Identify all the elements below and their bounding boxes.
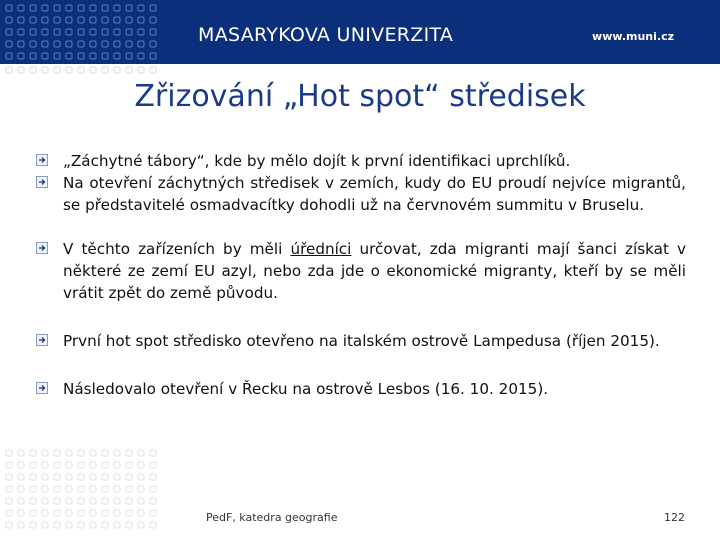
header-bar [0, 0, 720, 64]
website-url: www.muni.cz [592, 30, 674, 43]
bullet-text: „Záchytné tábory“, kde by mělo dojít k první identifikaci uprchlíků. [63, 152, 571, 170]
dot-grid-decoration-bottom [0, 440, 175, 540]
footer-text: PedF, katedra geografie [206, 511, 338, 524]
bullet-icon [36, 334, 48, 346]
slide-title: Zřizování „Hot spot“ středisek [134, 79, 586, 114]
bullet-icon [36, 154, 48, 166]
bullet-text: Na otevření záchytných středisek v zemích, kudy do EU proudí nejvíce migrantů, se představitelé osmadvacítky dohodli už na červnovém summitu v Bruselu. [63, 174, 686, 214]
bullet-icon [36, 176, 48, 188]
bullet-text: Následovalo otevření v Řecku na ostrově Lesbos (16. 10. 2015). [63, 380, 549, 398]
bullet-item [36, 172, 686, 216]
university-name: MASARYKOVA UNIVERZITA [198, 24, 454, 46]
bullet-icon [36, 382, 48, 394]
bullet-item [36, 238, 686, 304]
bullet-item [36, 378, 686, 400]
bullet-text-start: V těchto zařízeních by měli [63, 240, 291, 258]
page-number: 122 [664, 511, 685, 524]
bullet-item [36, 330, 686, 352]
dot-grid-decoration [0, 0, 175, 64]
bullet-text-end: určovat, zda migranti mají šanci získat v některé ze zemí EU azyl, nebo zda jde o ekonomické migranty, kteří by se měli vrátit zpět do země původu. [63, 240, 686, 302]
bullet-text: První hot spot středisko otevřeno na italském ostrově Lampedusa (říjen 2015). [63, 332, 660, 350]
bullet-list [36, 150, 686, 400]
bullet-item [36, 150, 686, 172]
dot-grid-decoration-lower [0, 64, 175, 80]
bullet-icon [36, 242, 48, 254]
underlined-term: úředníci [290, 240, 352, 258]
